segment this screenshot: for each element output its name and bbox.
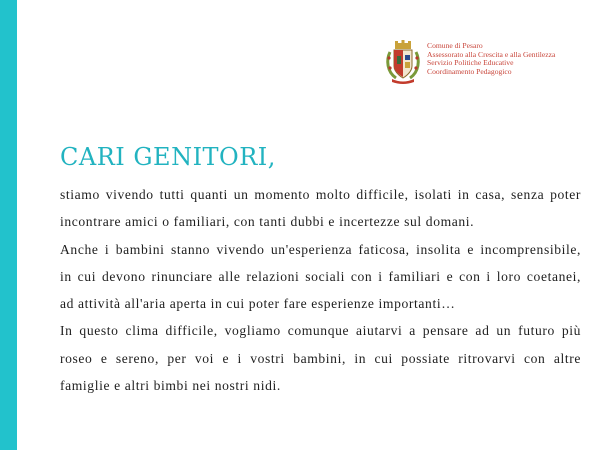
body-line: incontrare amici o familiari, con tanti dubbi e incertezze sul domani. [60, 214, 475, 230]
body-line: famiglie e altri bimbi nei nostri nidi. [60, 378, 281, 394]
body-line: In questo clima difficile, vogliamo comunque aiutarvi a pensare ad un futuro più [60, 323, 581, 339]
body-line: in cui devono rinunciare alle relazioni sociali con i familiari e con i loro coetanei, [60, 268, 581, 284]
body-line: roseo e sereno, per voi e i vostri bambini, in cui possiate ritrovarvi con altre [60, 350, 581, 366]
body-line: ad attività all'aria aperta in cui poter fare esperienze importanti… [60, 296, 456, 312]
org-line-department: Assessorato alla Crescita e alla Gentilezza [427, 49, 556, 59]
municipal-coat-of-arms-icon [384, 40, 422, 84]
body-line: stiamo vivendo tutti quanti un momento molto difficile, isolati in casa, senza poter [60, 187, 581, 202]
org-line-service: Servizio Politiche Educative [427, 58, 514, 68]
letter-body [60, 181, 581, 399]
org-line-municipality: Comune di Pesaro [427, 41, 483, 50]
left-accent-bar [0, 0, 17, 450]
header-block [384, 40, 555, 84]
body-line: Anche i bambini stanno vivendo un'esperienza faticosa, insolita e incomprensibile, [60, 241, 581, 257]
page-title: CARI GENITORI, [60, 143, 276, 171]
organization-name-block [427, 42, 555, 76]
org-line-coordination: Coordinamento Pedagogico [427, 66, 512, 76]
